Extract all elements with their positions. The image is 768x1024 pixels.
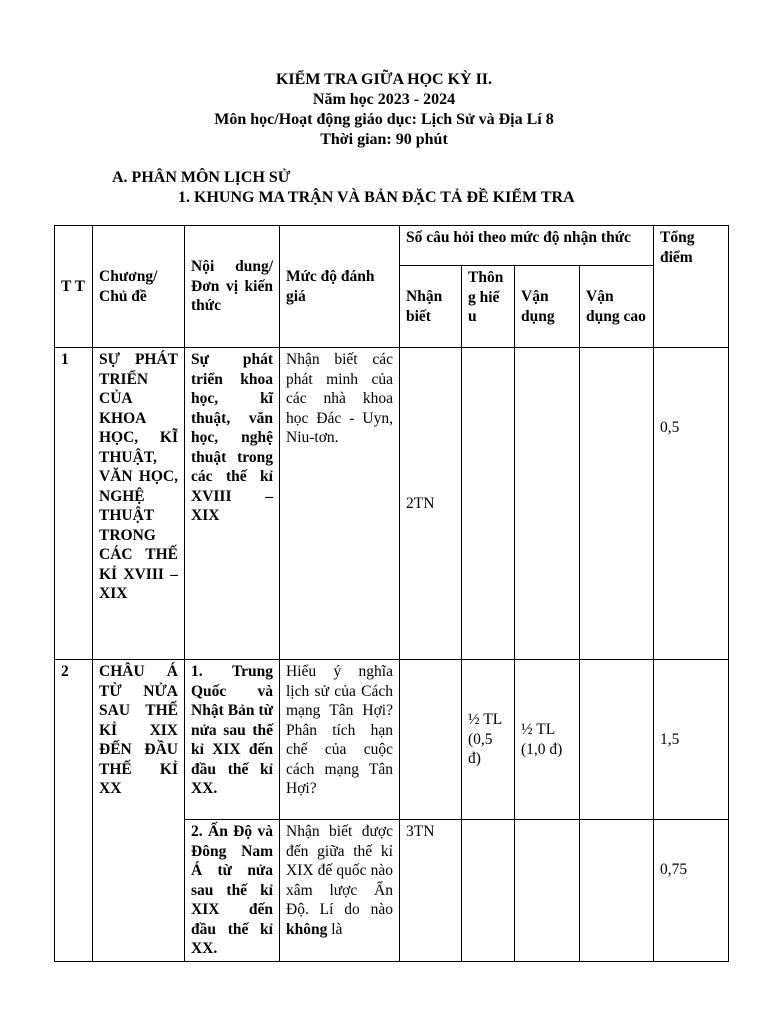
section-heading-a: A. PHÂN MÔN LỊCH SỬ bbox=[112, 169, 291, 186]
row3-mucdo bbox=[280, 820, 400, 962]
row3-mucdo-text: Nhận biết được đến giữa thế kỉ XIX đế quốc nào xâm lược Ấn Độ. Lí do nào bbox=[286, 823, 393, 918]
header-vandung: Vận dụng bbox=[515, 266, 580, 348]
time-line: Thời gian: 90 phút bbox=[320, 131, 448, 148]
row1-vandung bbox=[515, 348, 580, 660]
row3-vandung bbox=[515, 820, 580, 962]
row2-vandung: ½ TL (1,0 đ) bbox=[515, 660, 580, 820]
subject-line: Môn học/Hoạt động giáo dục: Lịch Sử và Địa Lí 8 bbox=[214, 111, 554, 128]
row1-tt: 1 bbox=[55, 348, 93, 660]
row2-mucdo: Hiểu ý nghĩa lịch sử của Cách mạng Tân Hợi? Phân tích hạn chế của cuộc cách mạng Tân Hợi? bbox=[280, 660, 400, 820]
row1-vandungcao bbox=[580, 348, 654, 660]
row2-noidung: 1. Trung Quốc và Nhật Bản từ nửa sau thế kỉ XIX đến đầu thế kỉ XX. bbox=[185, 660, 280, 820]
header-tt: T T bbox=[55, 226, 93, 348]
exam-title: KIỂM TRA GIỮA HỌC KỲ II. bbox=[275, 71, 493, 88]
row3-mucdo-tail: là bbox=[331, 920, 343, 938]
matrix-table bbox=[54, 225, 729, 962]
row1-nhanbiet: 2TN bbox=[400, 348, 462, 660]
header-nhanbiet: Nhận biết bbox=[400, 266, 462, 348]
row2-tt: 2 bbox=[55, 660, 93, 962]
row3-thonghieu bbox=[462, 820, 515, 962]
row2-chuong: CHÂU Á TỪ NỬA SAU THẾ KỈ XIX ĐẾN ĐẦU THẾ KỈ XX bbox=[93, 660, 185, 962]
row1-tongdiem: 0,5 bbox=[654, 348, 729, 660]
row3-mucdo-bold: không bbox=[286, 920, 328, 938]
header-chuong: Chương/ Chủ đề bbox=[93, 226, 185, 348]
header-thonghieu: Thông hiểu bbox=[462, 266, 515, 348]
header-tongdiem: Tổng điểm bbox=[654, 226, 729, 348]
row3-noidung: 2. Ấn Độ và Đông Nam Á từ nửa sau thế kỉ XIX đến đầu thế kỉ XX. bbox=[185, 820, 280, 962]
row3-vandungcao bbox=[580, 820, 654, 962]
row2-tongdiem: 1,5 bbox=[654, 660, 729, 820]
section-heading-1: 1. KHUNG MA TRẬN VÀ BẢN ĐẶC TẢ ĐỀ KIỂM TRA bbox=[178, 189, 575, 206]
header-mucdo: Mức độ đánh giá bbox=[280, 226, 400, 348]
row3-nhanbiet: 3TN bbox=[400, 820, 462, 962]
row3-tongdiem: 0,75 bbox=[654, 820, 729, 962]
row1-mucdo: Nhận biết các phát minh của các nhà khoa học Đác - Uyn, Niu-tơn. bbox=[280, 348, 400, 660]
row2-vandungcao bbox=[580, 660, 654, 820]
row1-chuong: SỰ PHÁT TRIỂN CỦA KHOA HỌC, KĨ THUẬT, VĂN HỌC, NGHỆ THUẬT TRONG CÁC THẾ KỈ XVIII – XIX bbox=[93, 348, 185, 660]
header-noidung: Nội dung/Đơn vị kiến thức bbox=[185, 226, 280, 348]
row1-noidung: Sự phát triển khoa học, kĩ thuật, văn học, nghệ thuật trong các thế kỉ XVIII – XIX bbox=[185, 348, 280, 660]
header-socau: Số câu hỏi theo mức độ nhận thức bbox=[400, 226, 654, 266]
row1-thonghieu bbox=[462, 348, 515, 660]
row2-nhanbiet bbox=[400, 660, 462, 820]
row2-thonghieu: ½ TL (0,5 đ) bbox=[462, 660, 515, 820]
school-year: Năm học 2023 - 2024 bbox=[312, 91, 456, 108]
header-vandungcao: Vận dụng cao bbox=[580, 266, 654, 348]
